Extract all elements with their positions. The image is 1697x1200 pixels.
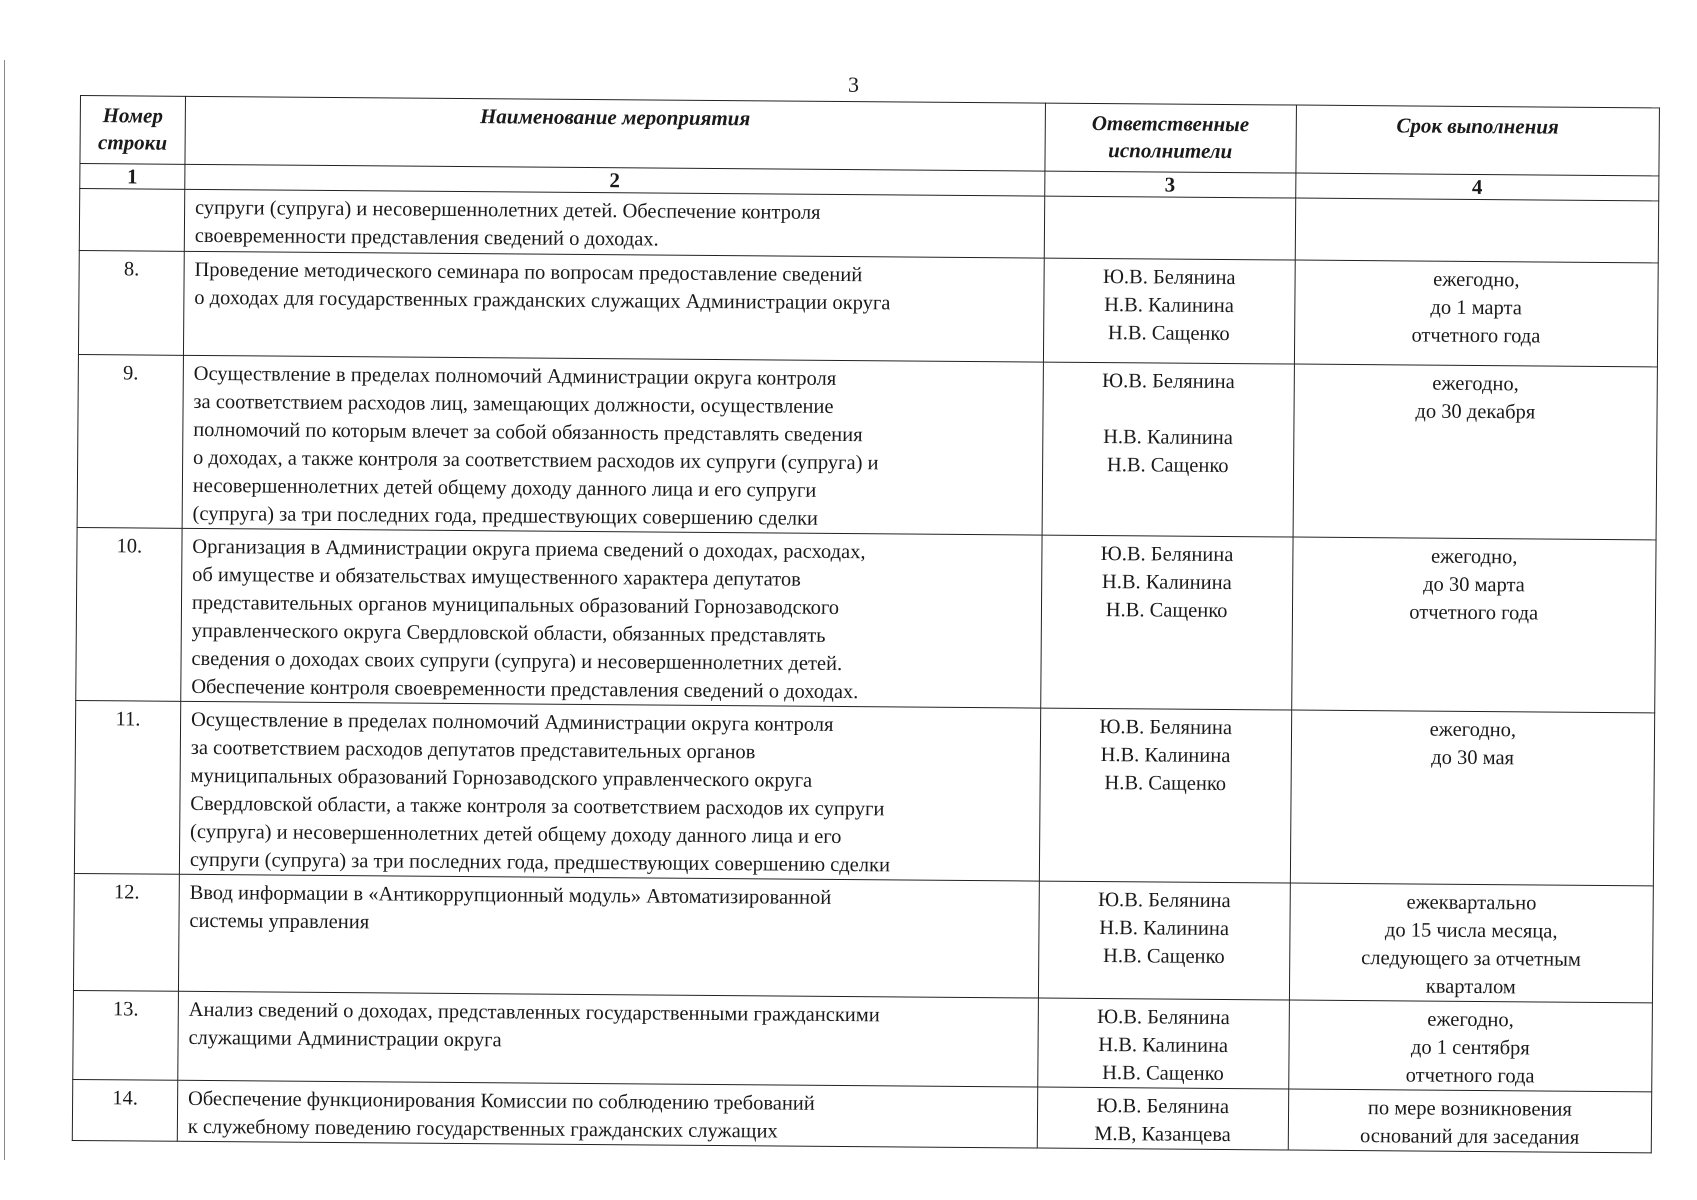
deadline [1289, 883, 1653, 1003]
text-line: Н.В. Сащенко [1106, 454, 1229, 478]
text-line: Ю.В. Белянина [1097, 889, 1231, 913]
text-line: Свердловской области, а также контроля за соответствием расходов их супруги [190, 792, 885, 821]
text-line: до 1 марта [1430, 296, 1522, 320]
text-line: Ю.В. Белянина [1100, 543, 1234, 567]
blank-line [1043, 395, 1293, 425]
row-number: 12. [73, 873, 179, 991]
responsible-executors [1038, 881, 1290, 1000]
text-line: полномочий по которым влечет за собой обязанность представлять сведения [193, 418, 863, 447]
text-line: оснований для заседания [1360, 1125, 1580, 1149]
measure-name [184, 189, 1044, 258]
text-line: до 1 сентября [1410, 1036, 1530, 1060]
text-line: отчетного года [1405, 1064, 1535, 1088]
deadline [1290, 710, 1655, 886]
row-number: 8. [78, 250, 184, 355]
measure-name [183, 251, 1044, 362]
text-line: Н.В. Сащенко [1102, 945, 1225, 969]
text-line: Ю.В. Белянина [1102, 266, 1236, 290]
text-line: Н.В. Калинина [1099, 917, 1230, 941]
text-line: за соответствием расходов депутатов представительных органов [190, 736, 756, 764]
text-line: Обеспечение функционирования Комиссии по соблюдению требований [187, 1087, 815, 1115]
text-line: Ю.В. Белянина [1101, 370, 1235, 394]
text-line: до 30 мая [1431, 746, 1515, 770]
responsible-executors [1039, 708, 1291, 883]
table-row [74, 700, 1654, 885]
text-line: Н.В. Калинина [1098, 1034, 1229, 1058]
text-line: об имуществе и обязательствах имущественного характера депутатов [192, 563, 801, 591]
deadline [1294, 260, 1658, 367]
responsible-executors [1043, 258, 1295, 364]
column-number-1: 1 [80, 164, 185, 190]
measure-name [182, 355, 1043, 535]
text-line: Н.В. Калинина [1104, 294, 1234, 318]
text-line: муниципальных образований Горнозаводского управленческого округа [190, 764, 813, 792]
text-line: супруги (супруга) за три последних года, предшествующих совершению сделки [189, 848, 891, 877]
text-line: Ввод информации в «Антикоррупционный модуль» Автоматизированной [189, 881, 832, 909]
text-line: кварталом [1425, 975, 1516, 999]
text-line: Н.В. Калинина [1100, 744, 1231, 768]
text-line: Н.В. Сащенко [1107, 322, 1230, 346]
text-line: следующего за отчетным [1361, 947, 1581, 971]
text-line: Осуществление в пределах полномочий Администрации округа контроля [190, 708, 834, 736]
deadline [1291, 537, 1656, 713]
responsible-executors [1037, 1087, 1288, 1150]
text-line: Н.В. Калинина [1103, 426, 1233, 450]
measure-name [178, 874, 1039, 998]
text-line: ежегодно, [1427, 1008, 1514, 1032]
text-line: своевременности представления сведений о доходах. [194, 224, 659, 251]
text-line: о доходах, а также контроля за соответствием расходов их супруги (супруга) и [192, 446, 879, 475]
text-line: по мере возникновения [1367, 1097, 1572, 1121]
header-measure-name: Наименование мероприятия [185, 96, 1045, 171]
text-line: ежеквартально [1406, 891, 1537, 915]
row-number: 13. [73, 990, 179, 1080]
responsible-executors [1042, 362, 1294, 537]
column-number-4: 4 [1295, 173, 1659, 201]
header-row-number: Номер строки [80, 96, 185, 165]
measure-name [179, 701, 1040, 881]
text-line: управленческого округа Свердловской области, обязанных представлять [191, 619, 826, 647]
row-number: 14. [72, 1079, 177, 1141]
deadline [1288, 1089, 1652, 1153]
page-number: 3 [848, 72, 859, 97]
text-line: представительных органов муниципальных образований Горнозаводского [191, 591, 840, 619]
text-line: к служебному поведению государственных гражданских служащих [187, 1115, 778, 1143]
text-line: Анализ сведений о доходах, представленных государственными гражданскими [188, 998, 880, 1027]
text-line: отчетного года [1411, 324, 1541, 348]
text-line: системы управления [189, 909, 370, 934]
table-row [78, 250, 1658, 366]
text-line: Ю.В. Белянина [1097, 1006, 1230, 1030]
text-line: за соответствием расходов лиц, замещающих должности, осуществление [193, 390, 834, 418]
scan-margin-line [4, 60, 5, 1160]
table-row [77, 354, 1657, 539]
table-row [73, 990, 1653, 1091]
measure-name [178, 991, 1038, 1087]
header-responsible: Ответственные исполнители [1045, 103, 1296, 173]
text-line: (супруга) и несовершеннолетних детей общему доходу данного лица и его [190, 820, 842, 849]
text-line: Н.В. Сащенко [1102, 1062, 1224, 1086]
row-number: 9. [77, 354, 183, 528]
deadline [1288, 1000, 1652, 1092]
responsible-executors [1037, 998, 1289, 1089]
table-row [73, 873, 1653, 1002]
table-row [76, 527, 1656, 712]
text-line: ежегодно, [1429, 718, 1517, 742]
measure-name [181, 528, 1042, 708]
text-line: ежегодно, [1430, 545, 1518, 569]
text-line: Ю.В. Белянина [1096, 1095, 1230, 1119]
text-line: Осуществление в пределах полномочий Администрации округа контроля [193, 362, 837, 390]
responsible-executors [1040, 535, 1292, 710]
column-number-3: 3 [1044, 171, 1295, 198]
row-number: 10. [76, 527, 182, 701]
text-line: несовершеннолетних детей общему доходу данного лица и его супруги [192, 474, 817, 502]
text-line: Н.В. Сащенко [1104, 772, 1227, 796]
text-line: о доходах для государственных гражданских служащих Администрации округа [194, 286, 891, 315]
header-deadline: Срок выполнения [1296, 105, 1660, 176]
deadline [1293, 364, 1658, 540]
text-line: Н.В. Калинина [1101, 571, 1232, 595]
text-line: до 15 числа месяца, [1384, 919, 1558, 943]
responsible-executors [1044, 196, 1295, 260]
column-number-2: 2 [185, 164, 1045, 196]
text-line: сведения о доходах своих супруги (супруга) и несовершеннолетних детей. [191, 647, 843, 676]
measure-name [177, 1080, 1037, 1148]
measures-table [72, 95, 1660, 1153]
text-line: М.В, Казанцева [1094, 1122, 1231, 1147]
text-line: отчетного года [1409, 601, 1539, 625]
deadline [1295, 198, 1659, 263]
table-body [72, 189, 1658, 1153]
text-line: Н.В. Сащенко [1105, 599, 1228, 623]
text-line: служащими Администрации округа [188, 1026, 502, 1052]
table-row [72, 1079, 1651, 1152]
text-line: супруги (супруга) и несовершеннолетних детей. Обеспечение контроля [194, 196, 821, 224]
text-line: ежегодно, [1433, 268, 1520, 292]
text-line: (супруга) за три последних года, предшествующих совершению сделки [192, 502, 819, 530]
text-line: до 30 декабря [1415, 400, 1536, 424]
text-line: Организация в Администрации округа приема сведений о доходах, расходах, [192, 535, 866, 564]
row-number [79, 189, 184, 252]
text-line: Ю.В. Белянина [1099, 716, 1233, 740]
text-line: ежегодно, [1432, 372, 1519, 396]
text-line: Проведение методического семинара по вопросам предоставление сведений [194, 258, 863, 287]
text-line: до 30 марта [1423, 573, 1525, 597]
text-line: Обеспечение контроля своевременности представления сведений о доходах. [191, 675, 859, 704]
row-number: 11. [74, 700, 180, 874]
